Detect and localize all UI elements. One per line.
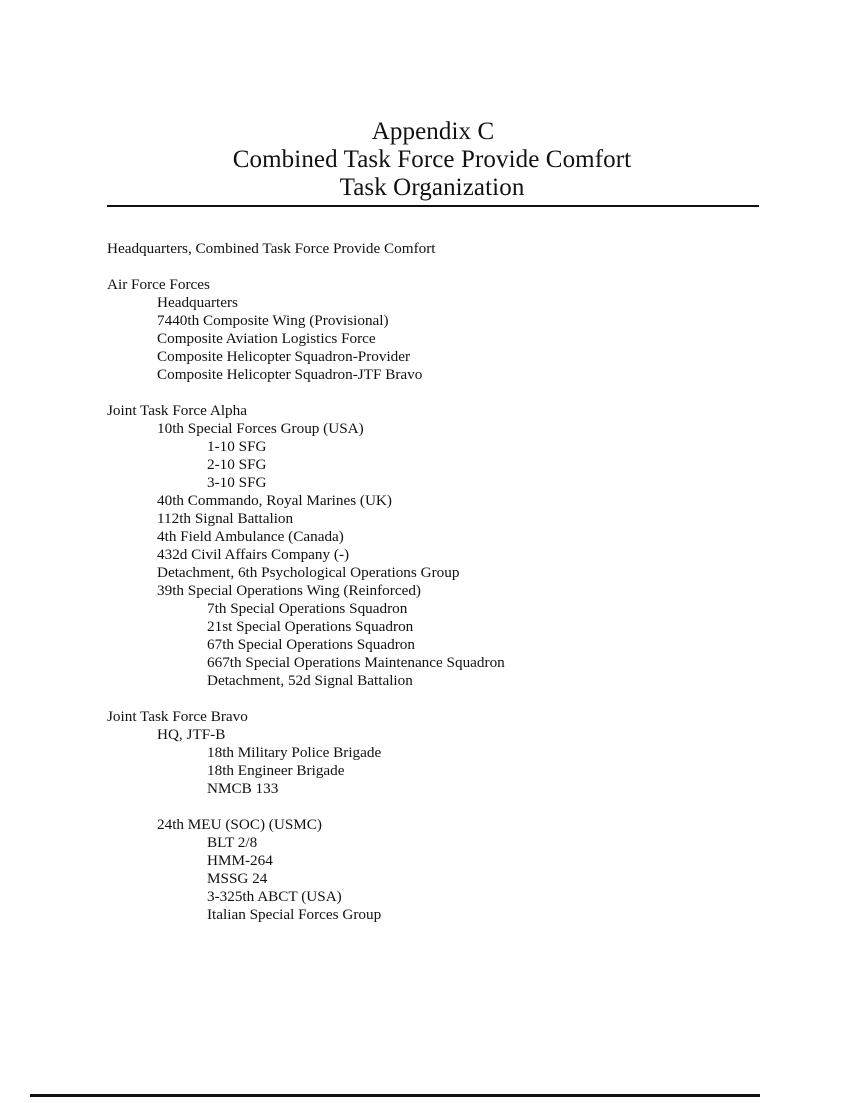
org-unit: Headquarters: [157, 294, 238, 311]
org-subunit: 2-10 SFG: [207, 456, 267, 473]
org-heading: Joint Task Force Alpha: [107, 402, 247, 419]
document-title: Combined Task Force Provide Comfort: [232, 146, 632, 173]
org-unit: 432d Civil Affairs Company (-): [157, 546, 350, 563]
org-subunit: Detachment, 52d Signal Battalion: [207, 672, 413, 689]
appendix-heading: Appendix C: [371, 118, 495, 145]
org-subunit: NMCB 133: [207, 780, 279, 797]
org-subunit: 18th Engineer Brigade: [207, 762, 345, 779]
org-subunit: 3-10 SFG: [207, 474, 267, 491]
org-unit: 7440th Composite Wing (Provisional): [157, 312, 389, 329]
org-unit: Composite Helicopter Squadron-JTF Bravo: [157, 366, 423, 383]
org-unit: 39th Special Operations Wing (Reinforced): [157, 582, 421, 599]
org-unit: 10th Special Forces Group (USA): [157, 420, 364, 437]
org-unit: Composite Aviation Logistics Force: [157, 330, 376, 347]
org-subunit: 7th Special Operations Squadron: [207, 600, 408, 617]
org-subunit: MSSG 24: [207, 870, 268, 887]
org-subunit: 1-10 SFG: [207, 438, 267, 455]
org-subunit: 21st Special Operations Squadron: [207, 618, 414, 635]
org-group: [107, 240, 807, 258]
org-heading: Air Force Forces: [107, 276, 210, 293]
org-unit: Detachment, 6th Psychological Operations Group: [157, 564, 460, 581]
org-subunit: BLT 2/8: [207, 834, 258, 851]
org-unit: Composite Helicopter Squadron-Provider: [157, 348, 411, 365]
org-unit: 40th Commando, Royal Marines (UK): [157, 492, 392, 509]
org-heading: Joint Task Force Bravo: [107, 708, 248, 725]
org-unit: 4th Field Ambulance (Canada): [157, 528, 344, 545]
org-unit: 112th Signal Battalion: [157, 510, 294, 527]
title-divider: [107, 205, 759, 207]
org-group: [107, 402, 807, 690]
page-title: [0, 118, 864, 202]
org-subunit: 18th Military Police Brigade: [207, 744, 382, 761]
org-unit: HQ, JTF-B: [157, 726, 226, 743]
footer-divider: [30, 1094, 760, 1097]
org-subunit: 3-325th ABCT (USA): [207, 888, 342, 905]
document-subtitle: Task Organization: [339, 174, 525, 201]
org-subunit: HMM-264: [207, 852, 273, 869]
org-subunit: Italian Special Forces Group: [207, 906, 382, 923]
org-group: [107, 276, 807, 384]
org-subunit: 67th Special Operations Squadron: [207, 636, 415, 653]
task-organization-list: [107, 240, 807, 942]
org-group: [107, 708, 807, 924]
org-heading: Headquarters, Combined Task Force Provide Comfort: [107, 240, 436, 257]
org-unit: 24th MEU (SOC) (USMC): [157, 816, 322, 833]
org-subunit: 667th Special Operations Maintenance Squadron: [207, 654, 505, 671]
